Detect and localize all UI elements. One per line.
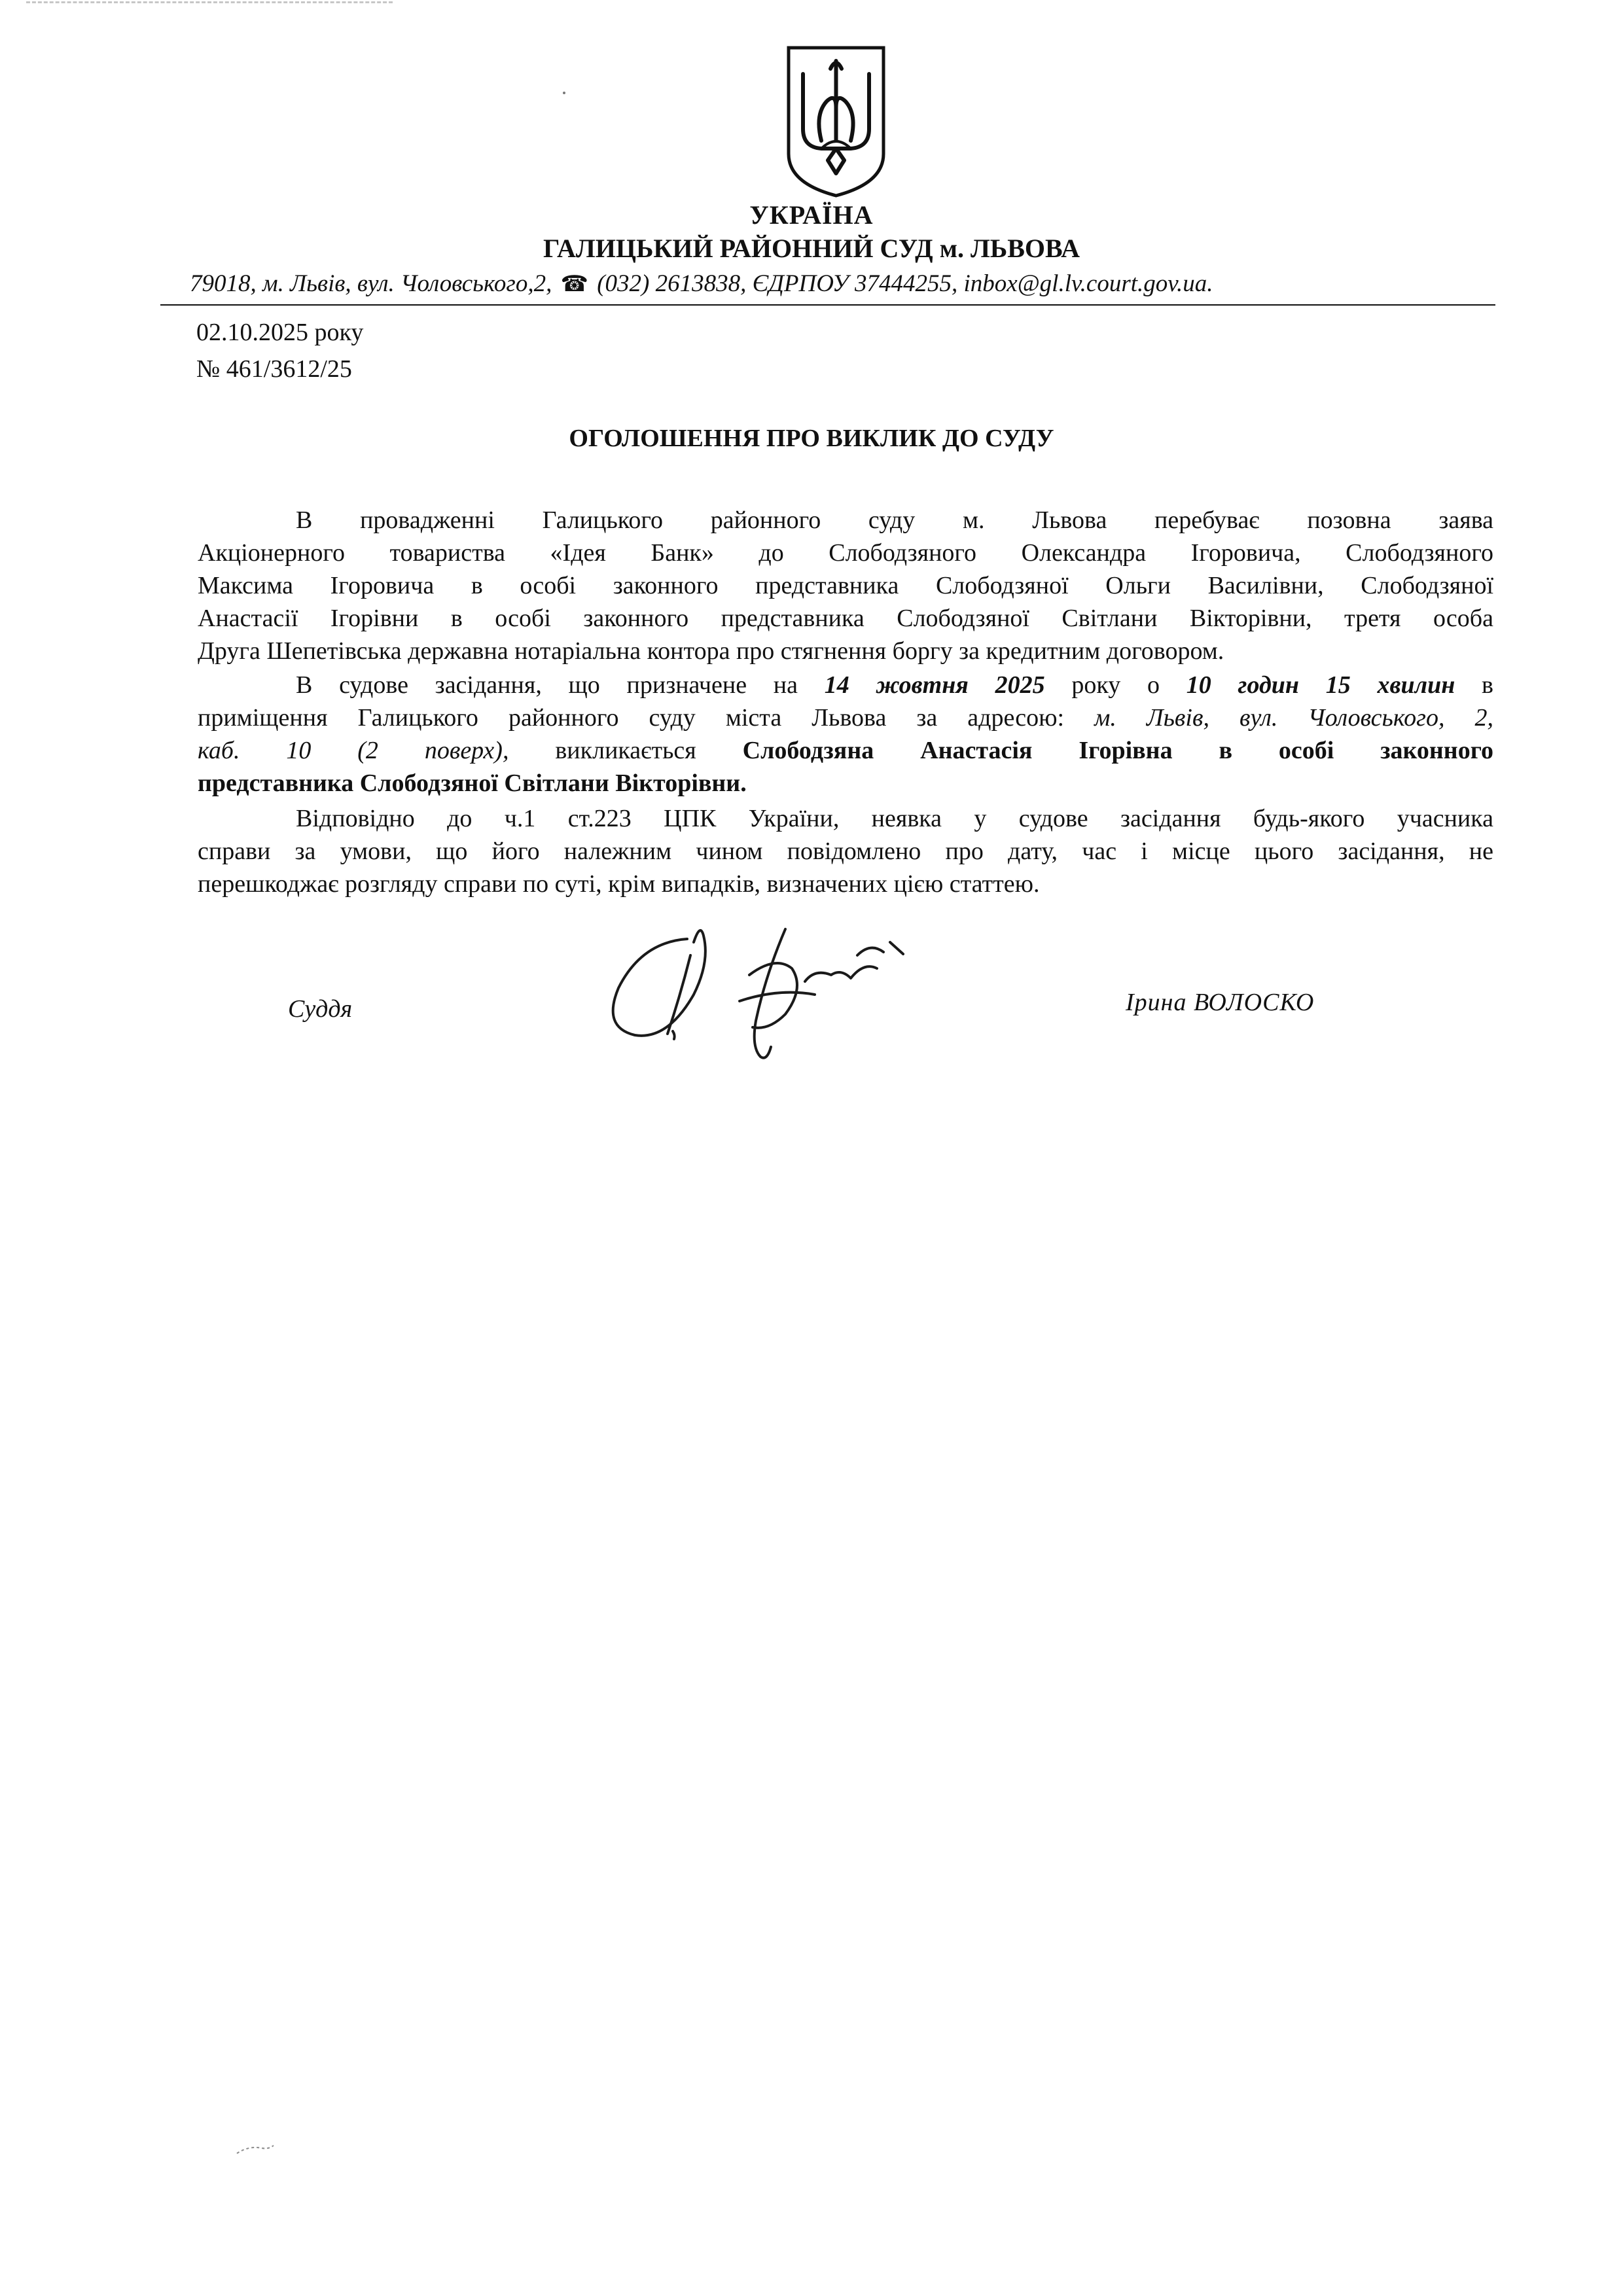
paragraph-line: Анастасії Ігорівни в особі законного представника Слободзяної Світлани Вікторівни, третя особа: [198, 605, 1493, 632]
paragraph-line: [198, 669, 1493, 701]
scan-speck: [563, 92, 565, 94]
header-divider: [160, 304, 1495, 306]
signer-role: Суддя: [288, 995, 353, 1023]
text-run: В судове засідання, що призначене на: [296, 671, 825, 699]
court-name: ГАЛИЦЬКИЙ РАЙОННИЙ СУД м. ЛЬВОВА: [543, 234, 1080, 263]
address-contacts: (032) 2613838, ЄДРПОУ 37444255, inbox@gl.lv.court.gov.ua.: [590, 270, 1213, 297]
paragraph-line: [198, 701, 1493, 734]
paragraph-legal-basis: [198, 802, 1493, 900]
text-run: приміщення Галицького районного суду міста Львова за адресою:: [198, 704, 1095, 732]
paragraph-line: Відповідно до ч.1 ст.223 ЦПК України, неявка у судове засідання будь-якого учасника: [296, 805, 1493, 832]
country-name: УКРАЇНА: [749, 200, 874, 230]
hearing-room: каб. 10 (2 поверх),: [198, 737, 509, 764]
hearing-address: м. Львів, вул. Чоловського, 2,: [1094, 704, 1494, 732]
hearing-time: 10 годин 15 хвилин: [1186, 671, 1455, 699]
text-run: викликається: [508, 737, 743, 764]
coat-of-arms-icon: [782, 43, 890, 200]
text-run: в: [1455, 671, 1493, 699]
document-title: ОГОЛОШЕННЯ ПРО ВИКЛИК ДО СУДУ: [569, 425, 1054, 452]
scan-artifact: [26, 1, 393, 6]
paragraph-line: перешкоджає розгляду справи по суті, крім випадків, визначених цією статтею.: [198, 870, 1040, 898]
paragraph-line: [198, 734, 1493, 767]
scan-mark: [236, 2143, 275, 2156]
phone-icon: ☎: [560, 272, 588, 296]
summoned-person: Слободзяна Анастасія Ігорівна в особі законного: [742, 737, 1493, 764]
document-date: 02.10.2025 року: [196, 319, 364, 346]
case-number: № 461/3612/25: [196, 355, 352, 383]
hearing-date: 14 жовтня 2025: [824, 671, 1045, 699]
court-address: [190, 270, 1499, 298]
address-street: 79018, м. Львів, вул. Чоловського,2,: [190, 270, 558, 297]
paragraph-line: В провадженні Галицького районного суду м. Львова перебуває позовна заява: [296, 506, 1493, 534]
paragraph-line: [198, 767, 1493, 800]
paragraph-summons: [198, 669, 1493, 800]
judge-name: Ірина ВОЛОСКО: [1126, 989, 1315, 1016]
judge-signature: [589, 916, 969, 1067]
paragraph-line: Акціонерного товариства «Ідея Банк» до Слободзяного Олександра Ігоровича, Слободзяного: [198, 539, 1493, 567]
paragraph-line: Друга Шепетівська державна нотаріальна контора про стягнення боргу за кредитним договором.: [198, 637, 1224, 665]
paragraph-line: Максима Ігоровича в особі законного представника Слободзяної Ольги Василівни, Слободзяної: [198, 572, 1493, 599]
text-run: року о: [1044, 671, 1186, 699]
paragraph-proceedings: [198, 504, 1493, 667]
summoned-person-representative: представника Слободзяної Світлани Вікторівни.: [198, 769, 747, 797]
paragraph-line: справи за умови, що його належним чином повідомлено про дату, час і місце цього засідання, не: [198, 838, 1493, 865]
